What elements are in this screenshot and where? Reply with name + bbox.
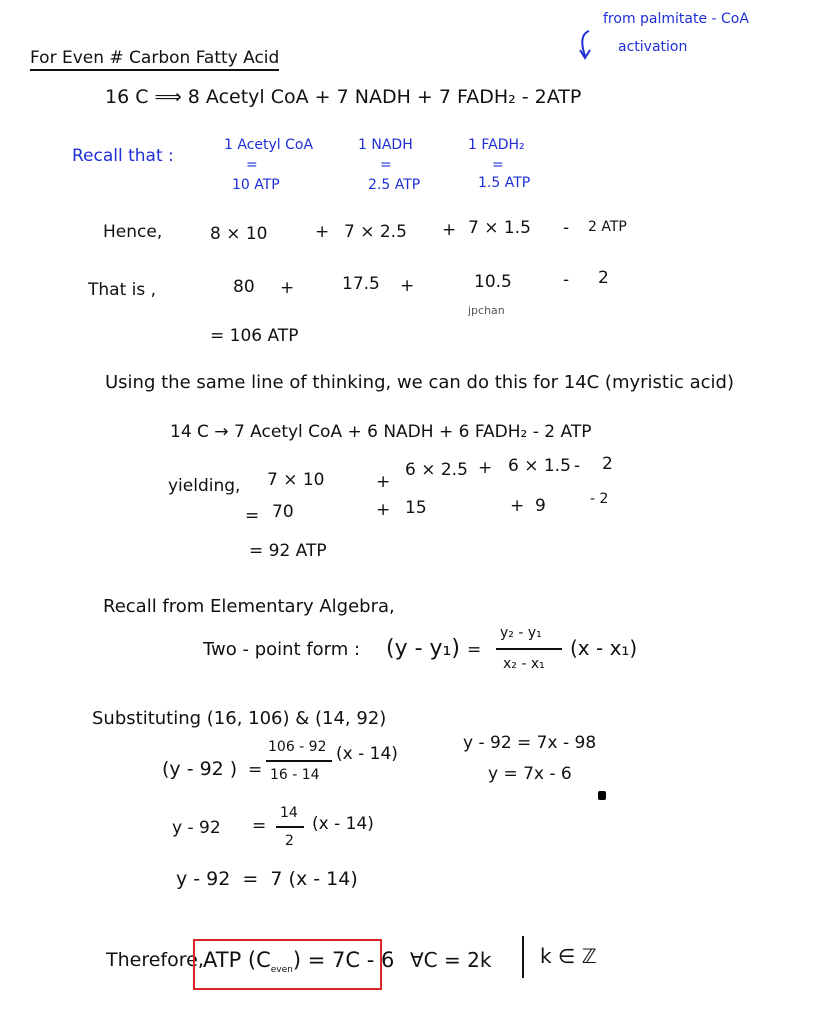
step2-lhs: y - 92 xyxy=(172,818,221,838)
that-is-minus: - xyxy=(563,270,570,290)
recall-label: Recall that : xyxy=(72,146,174,166)
substituting-line: Substituting (16, 106) & (14, 92) xyxy=(92,708,387,729)
that-is-plus1: + xyxy=(280,278,295,298)
yielding-plus2: + xyxy=(478,458,493,478)
step1-num: 106 - 92 xyxy=(268,739,327,755)
fraction-bar xyxy=(266,760,332,762)
yielding-plus1: + xyxy=(376,472,391,492)
line70-v1: 70 xyxy=(272,502,294,522)
that-is-v4: 2 xyxy=(598,268,609,288)
hence-label: Hence, xyxy=(103,222,163,242)
step3: y - 92 = 7 (x - 14) xyxy=(176,868,358,890)
two-point-label: Two - point form : xyxy=(203,639,361,660)
k-integers: k ∈ ℤ xyxy=(540,944,597,968)
recall-nadh-eq: = xyxy=(380,157,392,173)
fraction-bar xyxy=(496,648,562,650)
step2-eq: = xyxy=(252,816,267,836)
recall-acetyl-top: 1 Acetyl CoA xyxy=(224,137,314,153)
that-is-label: That is , xyxy=(88,280,157,300)
yielding-minus: - xyxy=(574,456,581,476)
yielding-label: yielding, xyxy=(168,476,241,496)
line70-eq: = xyxy=(245,506,260,526)
equation-16c: 16 C ⟹ 8 Acetyl CoA + 7 NADH + 7 FADH₂ - 2ATP xyxy=(105,86,582,108)
curved-arrow-icon xyxy=(577,28,597,62)
hence-plus2: + xyxy=(442,220,457,240)
watermark: jpchan xyxy=(468,304,505,317)
recall-acetyl-eq: = xyxy=(246,157,258,173)
line70-v2: 15 xyxy=(405,498,427,518)
recall-nadh-bottom: 2.5 ATP xyxy=(368,177,421,193)
yielding-term4: 2 xyxy=(602,454,613,474)
recall-algebra: Recall from Elementary Algebra, xyxy=(103,596,395,617)
forall-condition: ∀C = 2k xyxy=(410,948,492,972)
right-step1: y - 92 = 7x - 98 xyxy=(463,733,597,753)
hence-term1: 8 × 10 xyxy=(210,224,268,244)
hence-term2: 7 × 2.5 xyxy=(344,222,407,242)
hence-plus1: + xyxy=(315,222,330,242)
result-16c: = 106 ATP xyxy=(210,326,299,346)
two-point-eq: = xyxy=(467,640,482,660)
using-line: Using the same line of thinking, we can do this for 14C (myristic acid) xyxy=(105,372,734,393)
that-is-v3: 10.5 xyxy=(474,272,512,292)
heading: For Even # Carbon Fatty Acid xyxy=(30,50,279,71)
equation-14c: 14 C → 7 Acetyl CoA + 6 NADH + 6 FADH₂ - 2 ATP xyxy=(170,422,592,442)
yielding-term3: 6 × 1.5 xyxy=(508,456,571,476)
recall-fadh-eq: = xyxy=(492,157,504,173)
step2-rhs: (x - 14) xyxy=(312,814,374,834)
line70-plus1: + xyxy=(376,500,391,520)
recall-acetyl-bottom: 10 ATP xyxy=(232,177,280,193)
step1-eq: = xyxy=(248,760,263,780)
step1-den: 16 - 14 xyxy=(270,767,320,783)
therefore-label: Therefore, xyxy=(106,949,204,971)
side-note-line1: from palmitate - CoA xyxy=(603,11,749,27)
two-point-num: y₂ - y₁ xyxy=(500,625,542,641)
line70-v3: 9 xyxy=(535,496,546,516)
right-step2: y = 7x - 6 xyxy=(488,764,572,784)
fraction-bar xyxy=(276,826,304,828)
step1-lhs: (y - 92 ) xyxy=(162,758,238,780)
end-mark xyxy=(598,791,606,800)
hence-minus: - xyxy=(563,218,570,238)
that-is-v2: 17.5 xyxy=(342,274,380,294)
line70-plus2: + xyxy=(510,496,525,516)
that-is-plus2: + xyxy=(400,276,415,296)
recall-fadh-bottom: 1.5 ATP xyxy=(478,175,531,191)
hence-term3: 7 × 1.5 xyxy=(468,218,531,238)
yielding-term1: 7 × 10 xyxy=(267,470,325,490)
two-point-den: x₂ - x₁ xyxy=(503,656,545,672)
two-point-rhs: (x - x₁) xyxy=(570,636,638,660)
yielding-term2: 6 × 2.5 xyxy=(405,460,468,480)
result-14c: = 92 ATP xyxy=(249,541,327,561)
step1-rhs: (x - 14) xyxy=(336,744,398,764)
that-is-v1: 80 xyxy=(233,277,255,297)
hence-term4: 2 ATP xyxy=(588,219,627,235)
boxed-subscript: even xyxy=(270,965,293,976)
side-note-line2: activation xyxy=(618,39,688,55)
line70-minus: - 2 xyxy=(590,491,609,507)
boxed-answer-start: ATP $(C_{even}) = 7C - 6$ xyxy=(203,948,395,976)
recall-nadh-top: 1 NADH xyxy=(358,137,413,153)
recall-fadh-top: 1 FADH₂ xyxy=(468,137,525,153)
step2-den: 2 xyxy=(285,833,294,849)
step2-num: 14 xyxy=(280,805,298,821)
two-point-lhs: (y - y₁) xyxy=(386,636,460,661)
such-that-bar xyxy=(522,936,524,978)
